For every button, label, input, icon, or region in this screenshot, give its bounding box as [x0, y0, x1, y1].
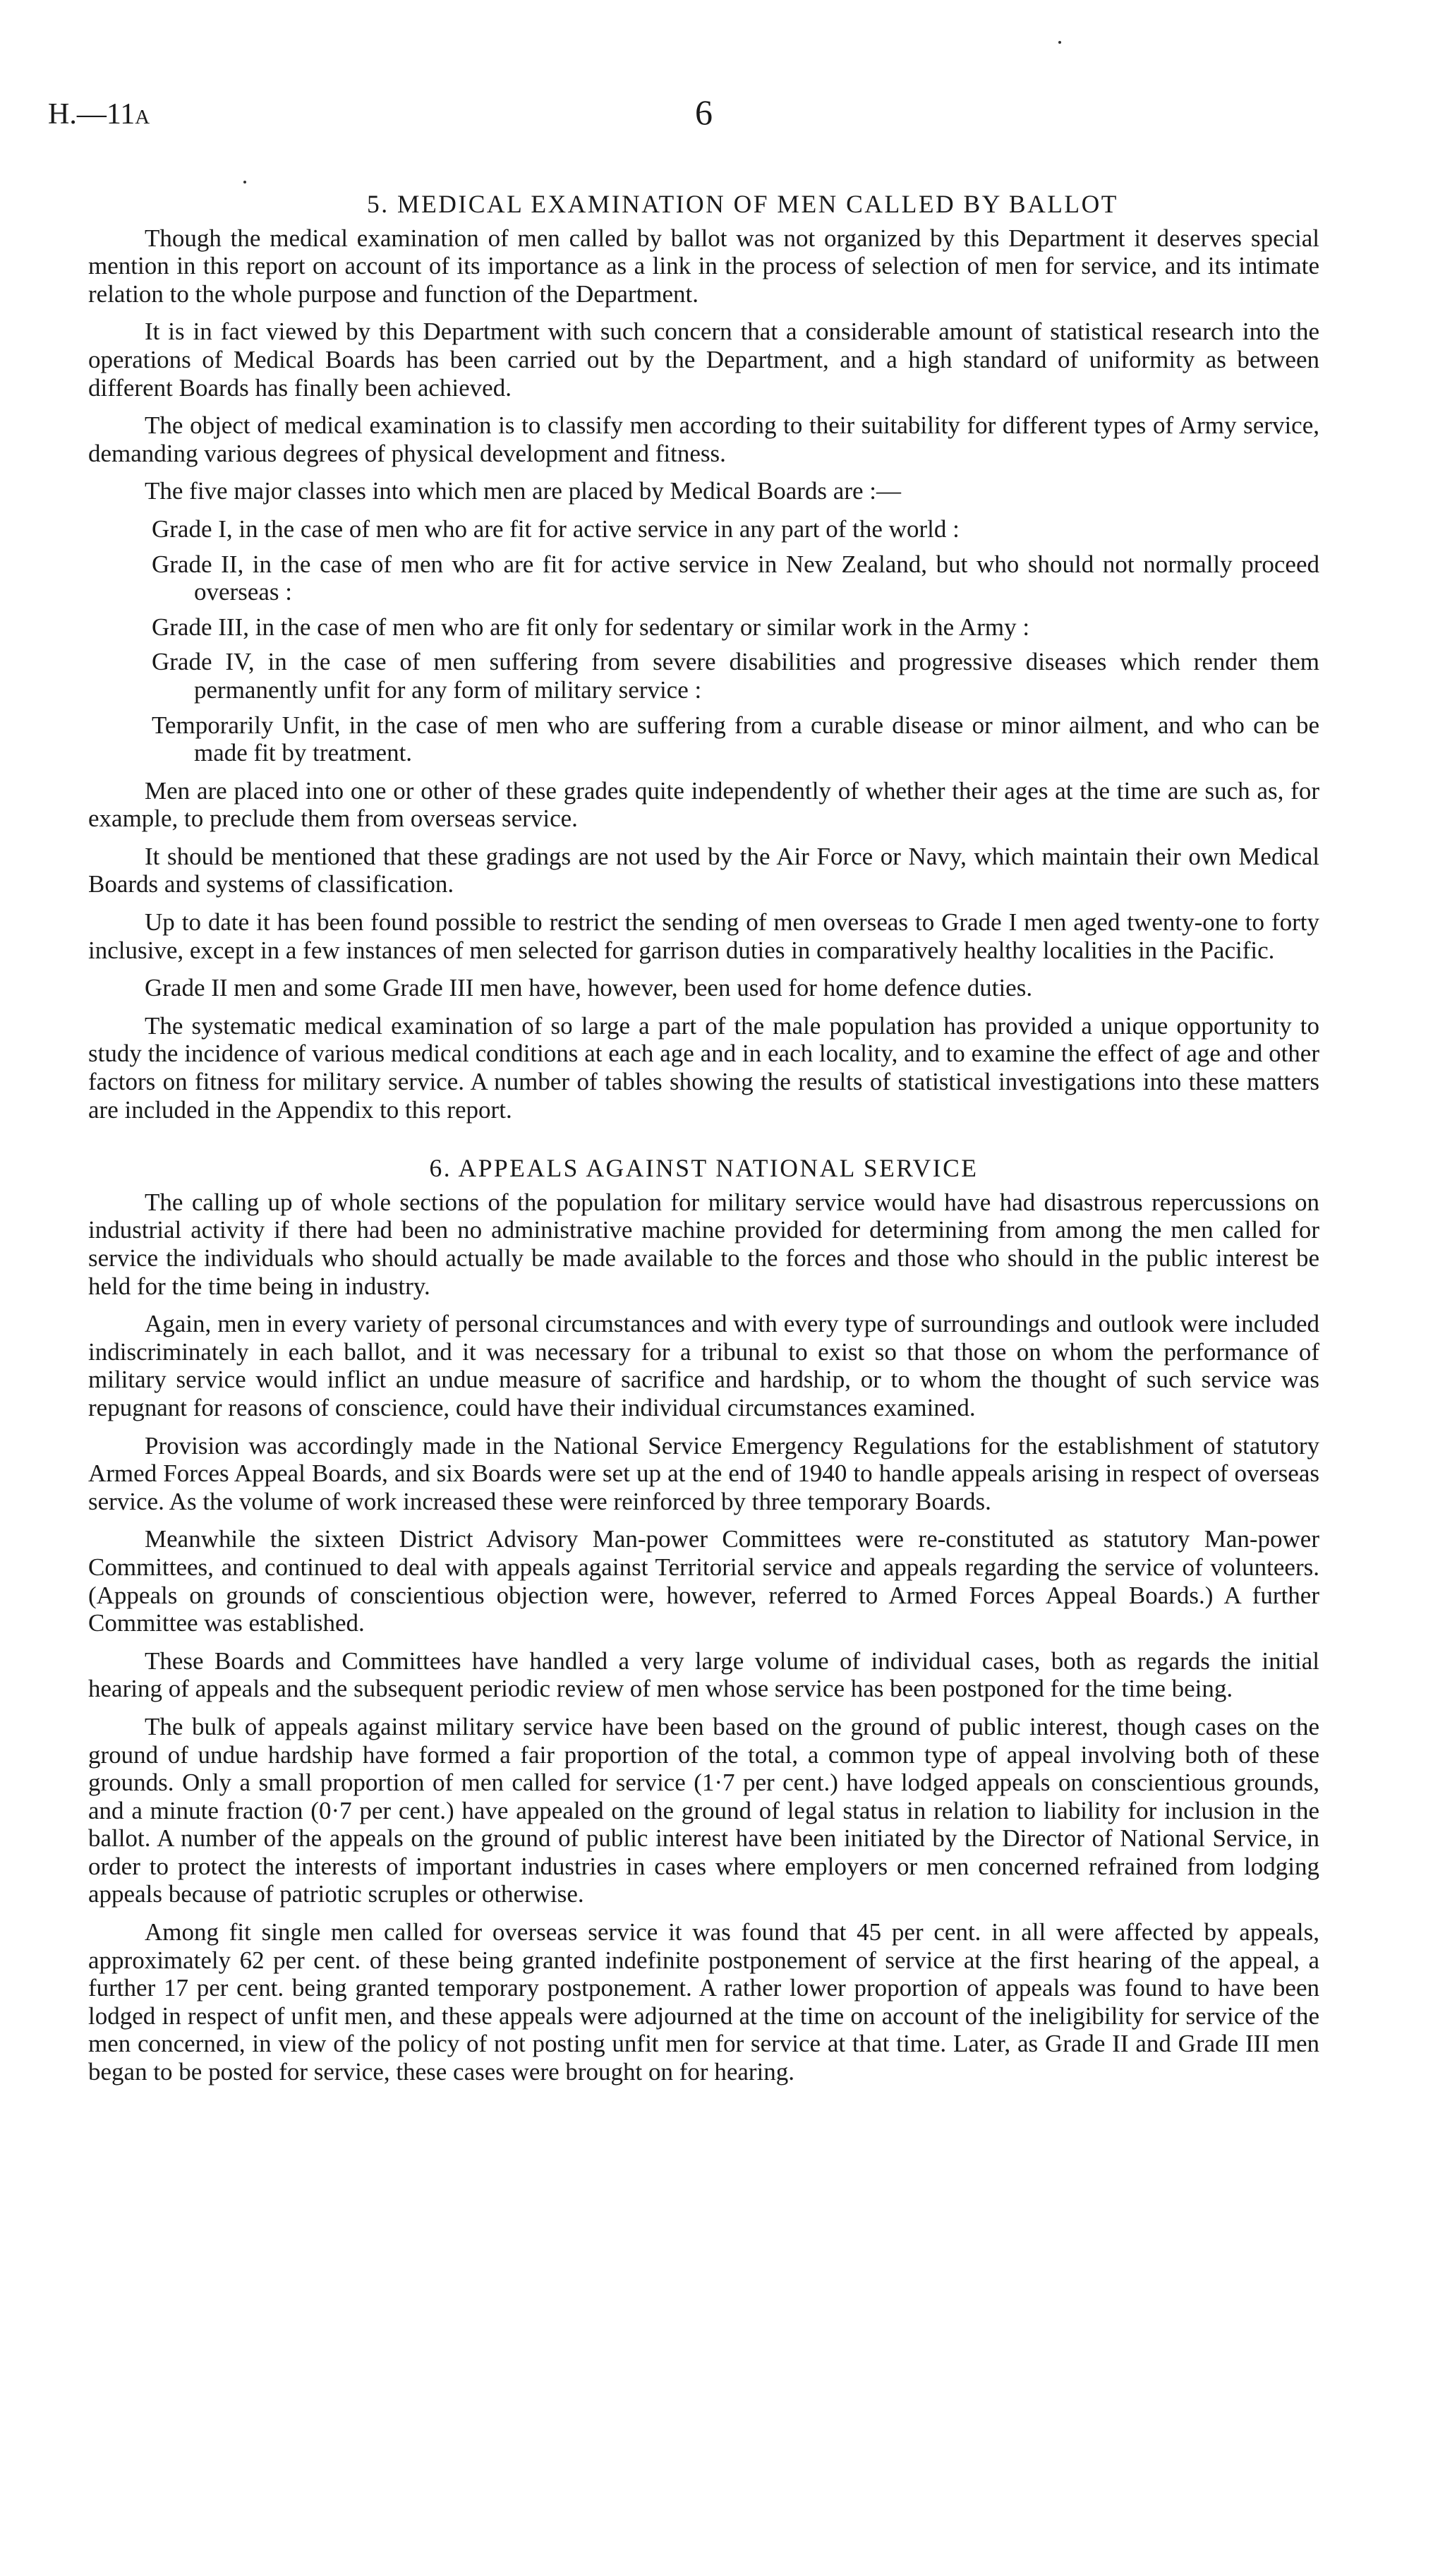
grade-item: Temporarily Unfit, in the case of men who are suffering from a curable disease or minor ailment, and who can be made fit by treatment. [152, 711, 1319, 767]
document-body [88, 191, 1319, 2096]
paragraph: The bulk of appeals against military service have been based on the ground of public interest, though cases on the ground of undue hardship have formed a fair proportion of the total, a common type of appeal involving both of these grounds. Only a small proportion of men called for service (1·7 per cent.) have lodged appeals on conscientious grounds, and a minute fraction (0·7 per cent.) have appealed on the ground of legal status in relation to liability for inclusion in the ballot. A number of the appeals on the ground of public interest have been initiated by the Director of National Service, in order to protect the interests of important industries in cases where employers or men concerned refrained from lodging appeals because of patriotic scruples or otherwise. [88, 1712, 1319, 1908]
page-number: 6 [695, 92, 713, 132]
paragraph: Up to date it has been found possible to restrict the sending of men overseas to Grade I men aged twenty-one to forty inclusive, except in a few instances of men selected for garrison duties in comparatively healthy localities in the Pacific. [88, 908, 1319, 964]
scan-speck [243, 181, 246, 183]
paragraph: Though the medical examination of men called by ballot was not organized by this Department it deserves special mention in this report on account of its importance as a link in the process of selection of men for service, and its intimate relation to the whole purpose and function of the Department. [88, 224, 1319, 308]
paragraph: Meanwhile the sixteen District Advisory Man-power Committees were re-constituted as statutory Man-power Committees, and continued to deal with appeals against Territorial service and appeals regarding the service of volunteers. (Appeals on grounds of conscientious objection were, however, referred to Armed Forces Appeal Boards.) A further Committee was established. [88, 1525, 1319, 1637]
section-6-title: 6. APPEALS AGAINST NATIONAL SERVICE [429, 1154, 979, 1183]
paragraph: The object of medical examination is to classify men according to their suitability for different types of Army service, demanding various degrees of physical development and fitness. [88, 411, 1319, 467]
grade-item: Grade III, in the case of men who are fit only for sedentary or similar work in the Army : [152, 613, 1030, 641]
section-5-title: 5. MEDICAL EXAMINATION OF MEN CALLED BY BALLOT [367, 190, 1118, 218]
paragraph: The five major classes into which men are placed by Medical Boards are :— [145, 477, 901, 505]
grade-item: Grade IV, in the case of men suffering from severe disabilities and progressive diseases which render them permanently unfit for any form of military service : [152, 648, 1319, 704]
grade-list [88, 515, 1319, 767]
paragraph: Grade II men and some Grade III men have, however, been used for home defence duties. [145, 974, 1033, 1002]
paragraph: The systematic medical examination of so large a part of the male population has provided a unique opportunity to study the incidence of various medical conditions at each age and in each locality, and to examine the effect of age and other factors on fitness for military service. A number of tables showing the results of statistical investigations into these matters are included in the Appendix to this report. [88, 1011, 1319, 1124]
paragraph: These Boards and Committees have handled a very large volume of individual cases, both as regards the initial hearing of appeals and the subsequent periodic review of men whose service has been postponed for the time being. [88, 1647, 1319, 1703]
report-reference [48, 97, 150, 131]
grade-item: Grade II, in the case of men who are fit for active service in New Zealand, but who should not normally proceed overseas : [152, 550, 1319, 606]
paragraph: Again, men in every variety of personal circumstances and with every type of surroundings and outlook were included indiscriminately in each ballot, and it was necessary for a tribunal to exist so that those on whom the performance of military service would inflict an undue measure of sacrifice and hardship, or to whom the thought of such service was repugnant for reasons of conscience, could have their individual circumstances examined. [88, 1310, 1319, 1421]
scan-speck [1058, 41, 1061, 44]
paragraph: Among fit single men called for overseas service it was found that 45 per cent. in all were affected by appeals, approximately 62 per cent. of these being granted indefinite postponement of service at the first hearing of the appeal, a further 17 per cent. being granted temporary postponement. A rather lower proportion of appeals was found to have been lodged in respect of unfit men, and these appeals were adjourned at the time on account of the ineligibility for service of the men concerned, in view of the policy of not posting unfit men for service at that time. Later, as Grade II and Grade III men began to be posted for service, these cases were brought on for hearing. [88, 1918, 1319, 2086]
report-reference-prefix: H.—11 [48, 98, 135, 131]
grade-item: Grade I, in the case of men who are fit for active service in any part of the world : [152, 514, 960, 543]
paragraph: The calling up of whole sections of the population for military service would have had disastrous repercussions on industrial activity if there had been no administrative machine provided for determining from among the men called for service the individuals who should actually be made available to the forces and those who should in the public interest be held for the time being in industry. [88, 1188, 1319, 1300]
paragraph: It is in fact viewed by this Department with such concern that a considerable amount of statistical research into the operations of Medical Boards has been carried out by the Department, and a high standard of uniformity as between different Boards has finally been achieved. [88, 318, 1319, 402]
paragraph: Provision was accordingly made in the National Service Emergency Regulations for the establishment of statutory Armed Forces Appeal Boards, and six Boards were set up at the end of 1940 to handle appeals arising in respect of overseas service. As the volume of work increased these were reinforced by three temporary Boards. [88, 1431, 1319, 1515]
paragraph: It should be mentioned that these gradings are not used by the Air Force or Navy, which maintain their own Medical Boards and systems of classification. [88, 842, 1319, 898]
report-reference-suffix: a [135, 98, 150, 131]
paragraph: Men are placed into one or other of these grades quite independently of whether their ages at the time are such as, for example, to preclude them from overseas service. [88, 776, 1319, 833]
